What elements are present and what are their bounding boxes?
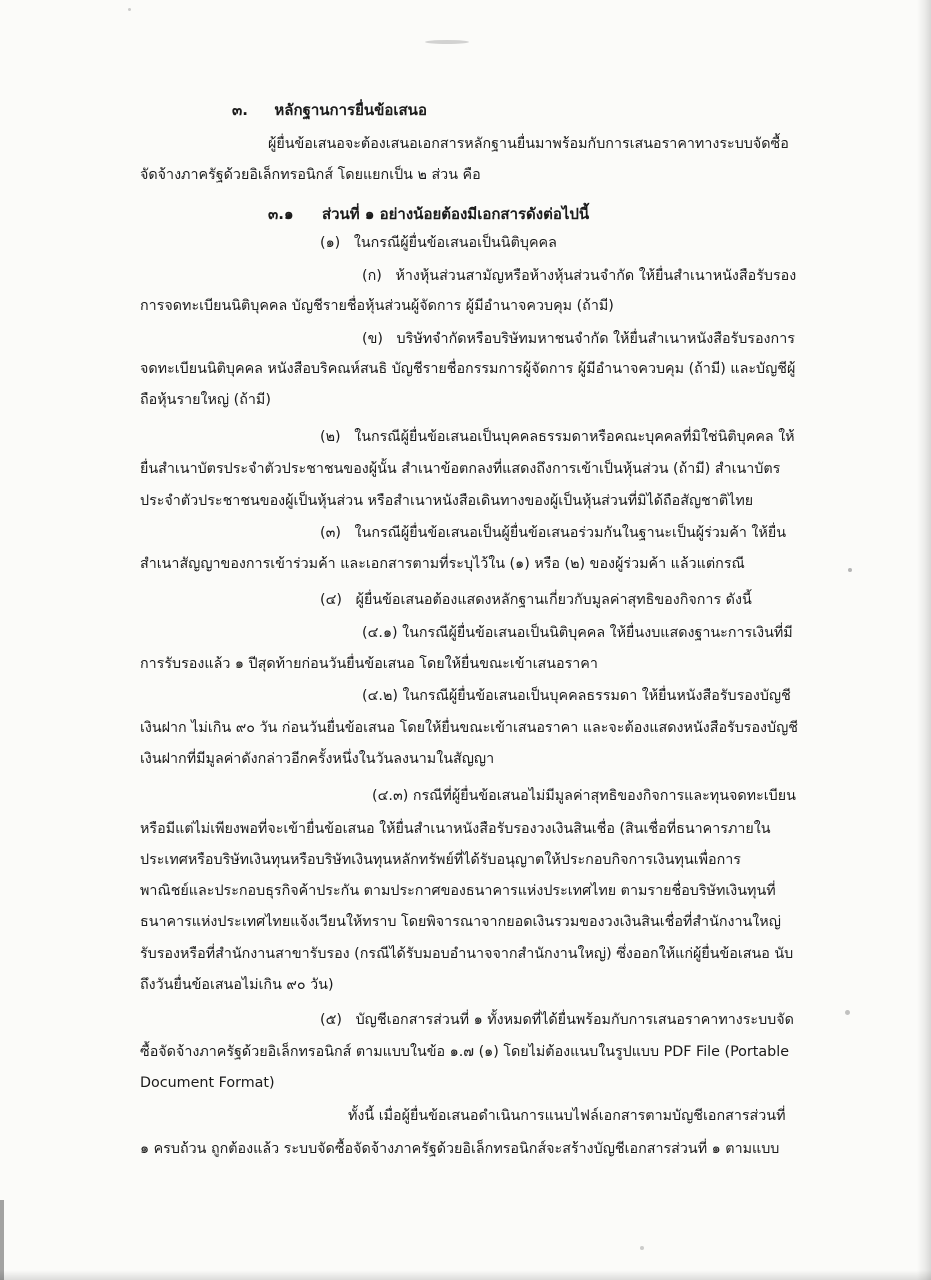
text-line: (๔) ผู้ยื่นข้อเสนอต้องแสดงหลักฐานเกี่ยวกับมูลค่าสุทธิของกิจการ ดังนี้ xyxy=(320,592,752,608)
text-line: Document Format) xyxy=(140,1075,275,1091)
text-line: (๔.๓) กรณีที่ผู้ยื่นข้อเสนอไม่มีมูลค่าสุทธิของกิจการและทุนจดทะเบียน xyxy=(372,788,796,804)
text-line: ทั้งนี้ เมื่อผู้ยื่นข้อเสนอดำเนินการแนบไฟล์เอกสารตามบัญชีเอกสารส่วนที่ xyxy=(348,1108,786,1124)
text-line: สำเนาสัญญาของการเข้าร่วมค้า และเอกสารตามที่ระบุไว้ใน (๑) หรือ (๒) ของผู้ร่วมค้า แล้วแต่กรณี xyxy=(140,556,745,572)
text-line: (๔.๒) ในกรณีผู้ยื่นข้อเสนอเป็นบุคคลธรรมดา ให้ยื่นหนังสือรับรองบัญชี xyxy=(362,688,791,704)
text-line: เงินฝาก ไม่เกิน ๙๐ วัน ก่อนวันยื่นข้อเสนอ โดยให้ยื่นขณะเข้าเสนอราคา และจะต้องแสดงหนังสือรับรองบัญชี xyxy=(140,720,798,736)
scan-speck xyxy=(128,8,131,11)
text-line: หรือมีแต่ไม่เพียงพอที่จะเข้ายื่นข้อเสนอ ให้ยื่นสำเนาหนังสือรับรองวงเงินสินเชื่อ (สินเชื่อที่ธนาคารภายใน xyxy=(140,821,771,837)
text-line: (ก) ห้างหุ้นส่วนสามัญหรือห้างหุ้นส่วนจำกัด ให้ยื่นสำเนาหนังสือรับรอง xyxy=(362,268,797,284)
text-line: ประเทศหรือบริษัทเงินทุนหรือบริษัทเงินทุนหลักทรัพย์ที่ได้รับอนุญาตให้ประกอบกิจการเงินทุนเพื่อการ xyxy=(140,852,741,868)
text-line: (๓) ในกรณีผู้ยื่นข้อเสนอเป็นผู้ยื่นข้อเสนอร่วมกันในฐานะเป็นผู้ร่วมค้า ให้ยื่น xyxy=(320,525,786,541)
text-line: (ข) บริษัทจำกัดหรือบริษัทมหาชนจำกัด ให้ยื่นสำเนาหนังสือรับรองการ xyxy=(362,331,795,347)
scan-smudge xyxy=(425,40,469,44)
text-line: ประจำตัวประชาชนของผู้เป็นหุ้นส่วน หรือสำเนาหนังสือเดินทางของผู้เป็นหุ้นส่วนที่มิได้ถือสัญชาติไทย xyxy=(140,493,754,509)
text-line: เงินฝากที่มีมูลค่าดังกล่าวอีกครั้งหนึ่งในวันลงนามในสัญญา xyxy=(140,751,495,767)
text-line: พาณิชย์และประกอบธุรกิจค้าประกัน ตามประกาศของธนาคารแห่งประเทศไทย ตามรายชื่อบริษัทเงินทุนที่ xyxy=(140,883,776,899)
text-line: การรับรองแล้ว ๑ ปีสุดท้ายก่อนวันยื่นข้อเสนอ โดยให้ยื่นขณะเข้าเสนอราคา xyxy=(140,656,598,672)
text-line: รับรองหรือที่สำนักงานสาขารับรอง (กรณีได้รับมอบอำนาจจากสำนักงานใหญ่) ซึ่งออกให้แก่ผู้ยื่นข้อเสนอ นับ xyxy=(140,946,794,962)
intro-line-1: ผู้ยื่นข้อเสนอจะต้องเสนอเอกสารหลักฐานยื่นมาพร้อมกับการเสนอราคาทางระบบจัดซื้อ xyxy=(268,136,789,152)
text-line: ธนาคารแห่งประเทศไทยแจ้งเวียนให้ทราบ โดยพิจารณาจากยอดเงินรวมของวงเงินสินเชื่อที่สำนักงานใหญ่ xyxy=(140,914,781,930)
text-line: (๑) ในกรณีผู้ยื่นข้อเสนอเป็นนิติบุคคล xyxy=(320,235,557,251)
subsection-number: ๓.๑ xyxy=(268,205,294,223)
scan-speck xyxy=(845,1010,850,1015)
text-line: (๒) ในกรณีผู้ยื่นข้อเสนอเป็นบุคคลธรรมดาหรือคณะบุคคลที่มิใช่นิติบุคคล ให้ xyxy=(320,429,795,445)
text-line: ซื้อจัดจ้างภาครัฐด้วยอิเล็กทรอนิกส์ ตามแบบในข้อ ๑.๗ (๑) โดยไม่ต้องแนบในรูปแบบ PDF File (Portable xyxy=(140,1044,790,1060)
subsection-heading xyxy=(268,203,589,225)
section-heading xyxy=(232,99,427,121)
section-number: ๓. xyxy=(232,101,248,119)
section-title: หลักฐานการยื่นข้อเสนอ xyxy=(274,101,427,119)
text-line: ถือหุ้นรายใหญ่ (ถ้ามี) xyxy=(140,392,271,408)
subsection-title: ส่วนที่ ๑ อย่างน้อยต้องมีเอกสารดังต่อไปนี้ xyxy=(321,205,590,223)
text-line: การจดทะเบียนนิติบุคคล บัญชีรายชื่อหุ้นส่วนผู้จัดการ ผู้มีอำนาจควบคุม (ถ้ามี) xyxy=(140,298,614,314)
intro-line-2: จัดจ้างภาครัฐด้วยอิเล็กทรอนิกส์ โดยแยกเป็น ๒ ส่วน คือ xyxy=(140,167,481,183)
scan-speck xyxy=(848,568,852,572)
text-line: จดทะเบียนนิติบุคคล หนังสือบริคณห์สนธิ บัญชีรายชื่อกรรมการผู้จัดการ ผู้มีอำนาจควบคุม (ถ้ามี) และบัญชีผู้ xyxy=(140,361,796,377)
text-line: (๕) บัญชีเอกสารส่วนที่ ๑ ทั้งหมดที่ได้ยื่นพร้อมกับการเสนอราคาทางระบบจัด xyxy=(320,1012,794,1028)
text-line: ๑ ครบถ้วน ถูกต้องแล้ว ระบบจัดซื้อจัดจ้างภาครัฐด้วยอิเล็กทรอนิกส์จะสร้างบัญชีเอกสารส่วนที่ ๑ ตามแบบ xyxy=(140,1141,780,1157)
scan-edge-right xyxy=(917,0,931,1280)
text-line: ยื่นสำเนาบัตรประจำตัวประชาชนของผู้นั้น สำเนาข้อตกลงที่แสดงถึงการเข้าเป็นหุ้นส่วน (ถ้ามี) สำเนาบัตร xyxy=(140,461,781,477)
text-line: ถึงวันยื่นข้อเสนอไม่เกิน ๙๐ วัน) xyxy=(140,977,334,993)
scan-edge-bottom xyxy=(0,1270,931,1280)
text-line: (๔.๑) ในกรณีผู้ยื่นข้อเสนอเป็นนิติบุคคล ให้ยื่นงบแสดงฐานะการเงินที่มี xyxy=(362,625,793,641)
scan-edge-left xyxy=(0,1200,4,1280)
scan-speck xyxy=(640,1246,644,1250)
